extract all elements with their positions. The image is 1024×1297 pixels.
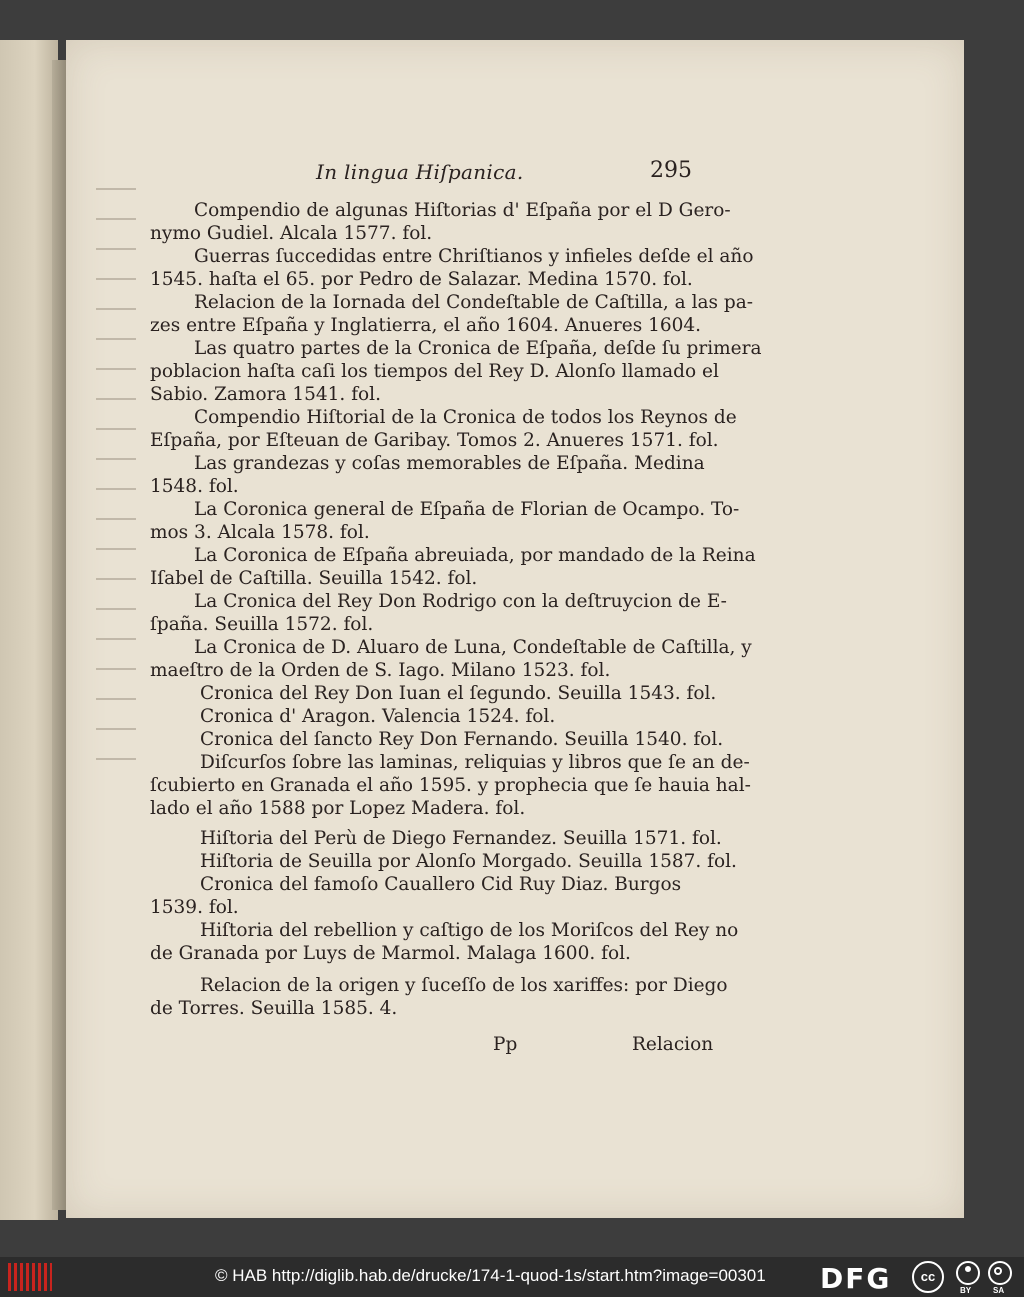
text-line: Hiſtoria del Perù de Diego Fernandez. Seuilla 1571. fol. bbox=[200, 828, 722, 849]
text-line: maeſtro de la Orden de S. Iago. Milano 1523. fol. bbox=[150, 660, 611, 681]
text-line: Cronica d' Aragon. Valencia 1524. fol. bbox=[200, 706, 556, 727]
text-line: Eſpaña, por Eſteuan de Garibay. Tomos 2. Anueres 1571. fol. bbox=[150, 430, 719, 451]
text-line: Diſcurſos ſobre las laminas, reliquias y libros que ſe an de- bbox=[200, 752, 750, 773]
sa-label: SA bbox=[993, 1286, 1005, 1295]
by-label: BY bbox=[960, 1286, 972, 1295]
text-line: de Torres. Seuilla 1585. 4. bbox=[150, 998, 398, 1019]
running-header bbox=[316, 156, 692, 190]
text-line: Hiſtoria de Seuilla por Alonſo Morgado. Seuilla 1587. fol. bbox=[200, 851, 737, 872]
by-attribution-icon[interactable] bbox=[956, 1261, 980, 1285]
text-line: zes entre Eſpaña y Inglatierra, el año 1604. Anueres 1604. bbox=[150, 315, 702, 336]
hab-logo-icon[interactable] bbox=[8, 1263, 52, 1291]
text-line: La Coronica general de Eſpaña de Florian de Ocampo. To- bbox=[194, 499, 740, 520]
text-line: Las grandezas y coſas memorables de Eſpaña. Medina bbox=[194, 453, 705, 474]
text-line: mos 3. Alcala 1578. fol. bbox=[150, 522, 370, 543]
text-line: Las quatro partes de la Cronica de Eſpaña, deſde ſu primera bbox=[194, 338, 762, 359]
text-line: Cronica del Rey Don Iuan el ſegundo. Seuilla 1543. fol. bbox=[200, 683, 717, 704]
running-title: In lingua Hiſpanica. bbox=[316, 160, 524, 184]
text-line: Compendio de algunas Hiſtorias d' Eſpaña por el D Gero- bbox=[194, 200, 731, 221]
page-number: 295 bbox=[650, 158, 692, 183]
text-line: Sabio. Zamora 1541. fol. bbox=[150, 384, 381, 405]
text-line: Cronica del ſancto Rey Don Fernando. Seuilla 1540. fol. bbox=[200, 729, 724, 750]
text-line: Cronica del famoſo Cauallero Cid Ruy Diaz. Burgos bbox=[200, 874, 682, 895]
facing-page-edge bbox=[0, 40, 58, 1220]
text-line: Guerras ſuccedidas entre Chriſtianos y infieles deſde el año bbox=[194, 246, 754, 267]
text-line: La Cronica de D. Aluaro de Luna, Condeſtable de Caſtilla, y bbox=[194, 637, 752, 658]
permalink[interactable]: © HAB http://diglib.hab.de/drucke/174-1-quod-1s/start.htm?image=00301 bbox=[215, 1266, 766, 1285]
text-line: nymo Gudiel. Alcala 1577. fol. bbox=[150, 223, 433, 244]
text-line: lado el año 1588 por Lopez Madera. fol. bbox=[150, 798, 526, 819]
dfg-logo[interactable]: DFG bbox=[820, 1262, 892, 1295]
text-line: Iſabel de Caſtilla. Seuilla 1542. fol. bbox=[150, 568, 478, 589]
viewer-bottom-bar bbox=[0, 1257, 1024, 1297]
text-line: de Granada por Luys de Marmol. Malaga 1600. fol. bbox=[150, 943, 631, 964]
share-alike-icon[interactable] bbox=[988, 1261, 1012, 1285]
text-line: Compendio Hiſtorial de la Cronica de todos los Reynos de bbox=[194, 407, 737, 428]
text-line: poblacion haſta caſi los tiempos del Rey D. Alonſo llamado el bbox=[150, 361, 719, 382]
show-through-marks bbox=[96, 160, 136, 1160]
text-line: 1548. fol. bbox=[150, 476, 239, 497]
text-line: ſpaña. Seuilla 1572. fol. bbox=[150, 614, 374, 635]
cc-license-icon[interactable]: cc bbox=[912, 1261, 944, 1293]
catchword: Relacion bbox=[632, 1034, 714, 1055]
signature-mark: Pp bbox=[493, 1034, 518, 1055]
text-line: Hiſtoria del rebellion y caſtigo de los Moriſcos del Rey no bbox=[200, 920, 739, 941]
text-line: Relacion de la origen y ſuceſſo de los xariffes: por Diego bbox=[200, 975, 728, 996]
text-line: ſcubierto en Granada el año 1595. y prophecia que ſe hauia hal- bbox=[150, 775, 751, 796]
text-line: 1539. fol. bbox=[150, 897, 239, 918]
text-line: La Coronica de Eſpaña abreuiada, por mandado de la Reina bbox=[194, 545, 756, 566]
text-line: La Cronica del Rey Don Rodrigo con la deſtruycion de E- bbox=[194, 591, 727, 612]
text-line: Relacion de la Iornada del Condeſtable de Caſtilla, a las pa- bbox=[194, 292, 754, 313]
text-line: 1545. haſta el 65. por Pedro de Salazar. Medina 1570. fol. bbox=[150, 269, 693, 290]
